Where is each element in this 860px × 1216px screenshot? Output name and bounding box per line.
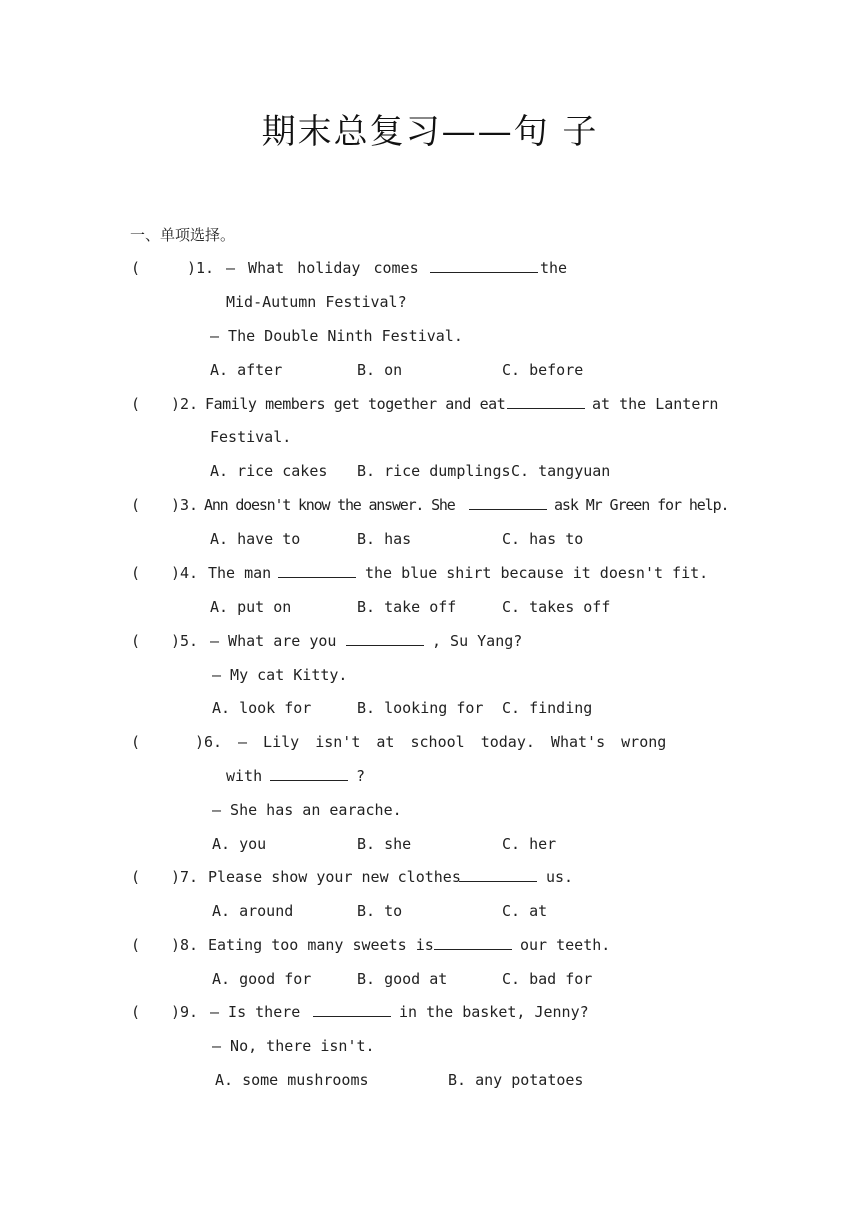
question-text-cont: the blue shirt because it doesn't fit. (365, 564, 709, 582)
question-text: — Lily isn't at school today. What's wrong (238, 733, 667, 751)
answer-blank (278, 563, 356, 583)
answer-paren: ( (131, 259, 141, 277)
option-c: C. before (502, 361, 584, 379)
question-text-line2: with (226, 767, 263, 785)
option-a: A. good for (212, 970, 312, 988)
option-c: C. tangyuan (511, 462, 611, 480)
answer-paren: ( (131, 395, 141, 413)
answer-blank (270, 766, 348, 786)
answer-paren: ( (131, 496, 141, 514)
question-number: )8. (171, 936, 199, 954)
question-number: )6. (195, 733, 223, 751)
question-text-cont: us. (546, 868, 574, 886)
option-a: A. put on (210, 598, 292, 616)
option-b: B. take off (357, 598, 457, 616)
question-text: — What are you (210, 632, 337, 650)
question-text: — Is there (210, 1003, 301, 1021)
question-text: Ann doesn't know the answer. She (204, 496, 455, 514)
question-number: )4. (171, 564, 199, 582)
option-b: B. has (357, 530, 412, 548)
question-text-cont: ask Mr Green for help. (554, 496, 729, 514)
option-b: B. she (357, 835, 412, 853)
question-number: )9. (171, 1003, 199, 1021)
answer-paren: ( (131, 936, 141, 954)
question-text: Eating too many sweets is (208, 936, 434, 954)
answer-blank (459, 867, 537, 887)
question-text-cont: , Su Yang? (432, 632, 523, 650)
option-b: B. rice dumplings (357, 462, 511, 480)
question-text-cont: our teeth. (520, 936, 611, 954)
page-title: 期末总复习——句 子 (261, 112, 599, 152)
question-text-line2: Festival. (210, 428, 292, 446)
option-a: A. some mushrooms (215, 1071, 369, 1089)
option-a: A. have to (210, 530, 301, 548)
option-c: C. bad for (502, 970, 593, 988)
question-number: )7. (171, 868, 199, 886)
option-b: B. on (357, 361, 403, 379)
question-number: )2. (171, 395, 199, 413)
question-number: )3. (171, 496, 199, 514)
question-text: The man (208, 564, 272, 582)
answer-blank (469, 495, 547, 515)
question-text-cont: in the basket, Jenny? (399, 1003, 589, 1021)
answer-blank (346, 631, 424, 651)
answer-dialogue: — She has an earache. (212, 801, 402, 819)
answer-paren: ( (131, 632, 141, 650)
answer-blank (507, 394, 585, 414)
option-b: B. good at (357, 970, 448, 988)
option-c: C. has to (502, 530, 584, 548)
question-text: — What holiday comes (226, 259, 419, 277)
question-number: )1. (187, 259, 215, 277)
answer-paren: ( (131, 564, 141, 582)
option-a: A. rice cakes (210, 462, 328, 480)
question-number: )5. (171, 632, 199, 650)
option-a: A. after (210, 361, 283, 379)
answer-blank (434, 935, 512, 955)
question-text-cont: at the Lantern (592, 395, 719, 413)
option-b: B. looking for (357, 699, 484, 717)
answer-paren: ( (131, 868, 141, 886)
section-heading: 一、单项选择。 (130, 226, 236, 244)
answer-dialogue: — My cat Kitty. (212, 666, 348, 684)
option-c: C. her (502, 835, 557, 853)
question-text-cont: the (540, 259, 568, 277)
question-text-line2: Mid-Autumn Festival? (226, 293, 407, 311)
answer-dialogue: — No, there isn't. (212, 1037, 375, 1055)
option-b: B. any potatoes (448, 1071, 584, 1089)
option-c: C. at (502, 902, 548, 920)
option-c: C. takes off (502, 598, 611, 616)
question-text: Please show your new clothes (208, 868, 461, 886)
option-a: A. around (212, 902, 294, 920)
option-a: A. look for (212, 699, 312, 717)
answer-blank (430, 258, 538, 278)
option-b: B. to (357, 902, 403, 920)
answer-paren: ( (131, 1003, 141, 1021)
question-text: Family members get together and eat (205, 395, 506, 413)
option-a: A. you (212, 835, 267, 853)
question-text-cont: ? (356, 767, 366, 785)
answer-dialogue: — The Double Ninth Festival. (210, 327, 463, 345)
answer-paren: ( (131, 733, 141, 751)
answer-blank (313, 1002, 391, 1022)
option-c: C. finding (502, 699, 593, 717)
